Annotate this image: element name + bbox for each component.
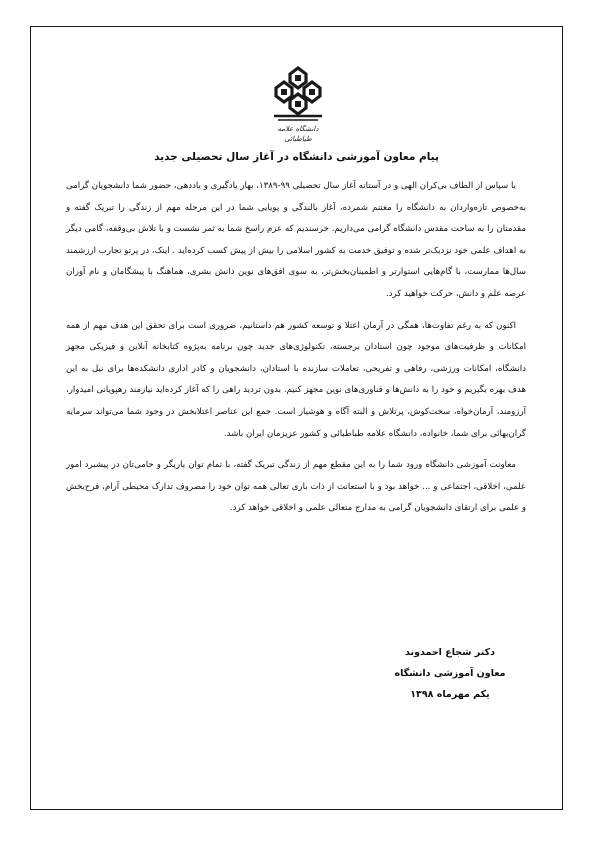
signatory-position: معاون آموزشی دانشگاه <box>394 668 506 679</box>
logo-caption: دانشگاه علامه طباطبائی <box>277 125 319 143</box>
signatory-name: دکتر شجاع احمدوند <box>405 647 495 658</box>
paragraph-3: معاونت آموزشی دانشگاه ورود شما را به این مقطع مهم از زندگی تبریک گفته، با تمام توان یاریگر و حامی‌تان در پیشبرد امور علمی، اخلاقی، اجتماعی و ... خواهد بود و با استعانت از ذات باری تعالی همه توان خود را مصروف تدارک محیطی آرام، فرح‌بخش و علمی برای ارتقای دانشجویان گرامی به مدارج متعالی علمی و اخلاقی خواهد کرد. <box>66 460 526 514</box>
university-emblem-icon <box>268 64 328 124</box>
signature-date: یکم مهرماه ۱۳۹۸ <box>410 689 490 700</box>
page-title: پیام معاون آموزشی دانشگاه در آغاز سال تحصیلی جدید <box>154 151 439 163</box>
message-body <box>66 176 526 530</box>
paragraph-1: با سپاس از الطاف بی‌کران الهی و در آستانه آغاز سال تحصیلی ۹۹-۱۳۸۹، بهار یادگیری و یاددهی، حضور شما دانشجویان گرامی به‌خصوص تازه‌واردان به دانشگاه را مغتنم شمرده، آغاز بالندگی و پویایی شما در این مرحله مهم از زندگی را تبریک گفته و مقدمتان را به ساحت مقدس دانشگاه گرامی می‌داریم. خرسندیم که عزم راسخ شما به ثمر نشست و با تلاش بی‌وقفه، گامی دیگر به اهداف علمی خود نزدیک‌تر شده و توفیق خدمت به کشور اسلامی را بیش از پیش کسب کرده‌اید . اینک، در پرتو تجارب ارزشمند سال‌ها ممارست، با گام‌هایی استوارتر و اطمینان‌بخش‌تر، به سوی افق‌های نوین دانش بشری، هماهنگ با پیشگامان و نام آوران عرصه علم و دانش، حرکت خواهید کرد. <box>66 181 526 299</box>
paragraph-2: اکنون که به رغم تفاوت‌ها، همگی در آرمان اعتلا و توسعه کشور هم داستانیم، ضروری است برای تحقق این هدف مهم از همه امکانات و ظرفیت‌های موجود چون استادان برجسته، تکنولوژی‌های جدید چون برنامه به‌پژوه کتابخانه آنلاین و فیزیکی مجهز دانشگاه، امکانات ورزشی، رفاهی و تفریحی، تعاملات سازنده با استادان، دانشجویان و کادر اداری دانشکده‌ها برای نیل به این هدف بهره بگیریم و خود را به دانش‌ها و فناوری‌های نوین مجهز کنیم. بدون تردید راهی را که آغاز کرده‌اید نیازمند رهپویانی امیدوار، آرزومند، آرمان‌خواه، سخت‌کوش، پرتلاش و البته آگاه و هوشیار است. جمع این عناصر اعتلابخش در وجود شما می‌تواند سرمایه گران‌بهائی برای شما، خانواده، دانشگاه علامه طباطبائی و کشور عزیزمان ایران باشد. <box>66 320 526 439</box>
signature-block <box>380 642 520 705</box>
